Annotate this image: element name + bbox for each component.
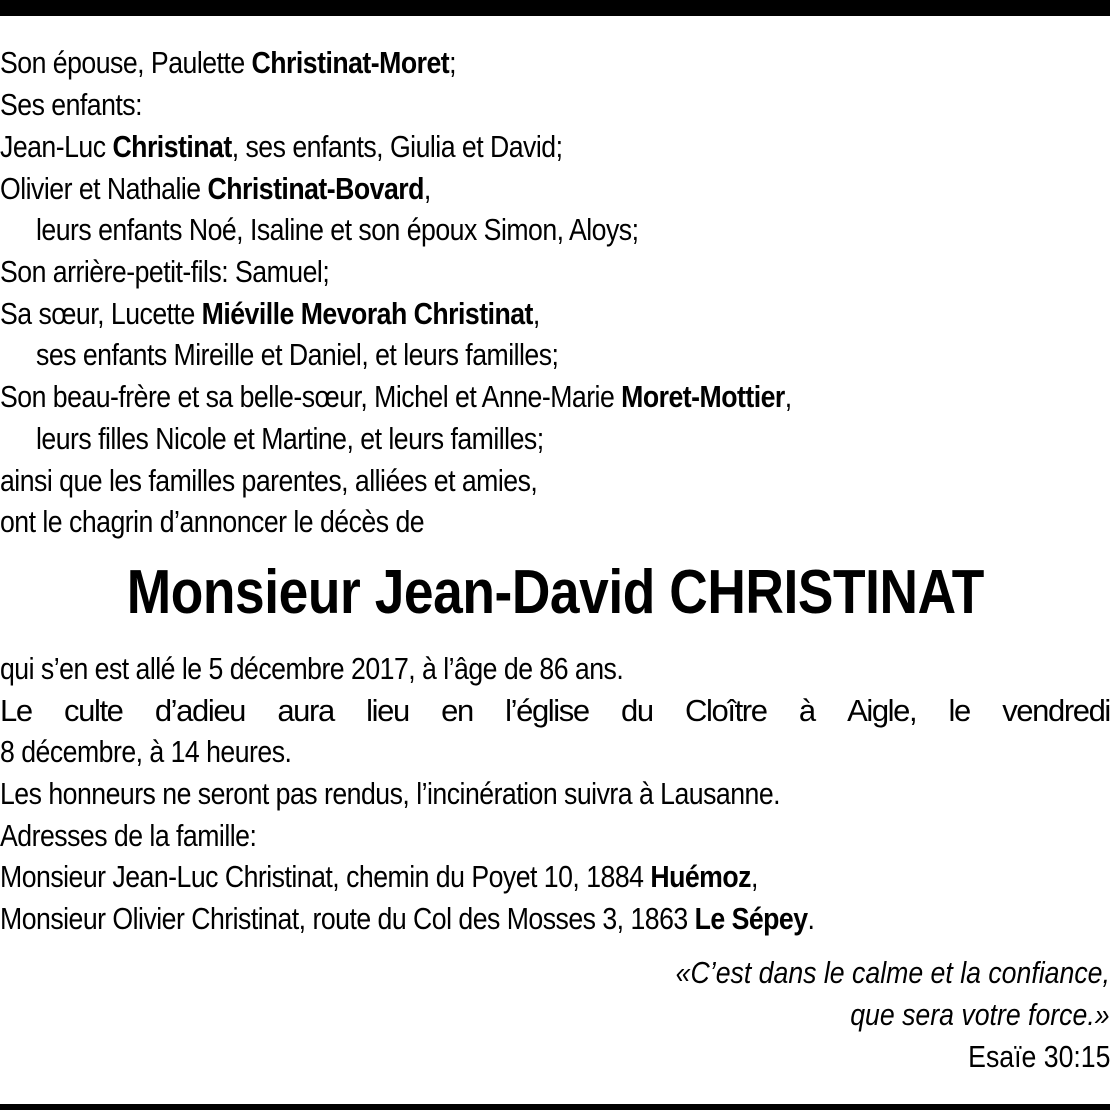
quote-line: «C’est dans le calme et la confiance,	[675, 955, 1110, 990]
quote-reference: Esaïe 30:15	[967, 1039, 1110, 1074]
family-line: ainsi que les familles parentes, alliées et amies,	[0, 463, 538, 498]
bottom-rule	[0, 1104, 1110, 1110]
deceased-name: Monsieur Jean-David CHRISTINAT	[126, 558, 984, 627]
service-word: aura	[277, 693, 334, 728]
family-line: Ses enfants:	[0, 87, 143, 122]
family-line: leurs enfants Noé, Isaline et son époux Simon, Aloys;	[36, 212, 639, 247]
address-line: Monsieur Olivier Christinat, route du Col des Mosses 3, 1863 Le Sépey.	[0, 901, 815, 936]
quote-line: que sera votre force.»	[850, 997, 1110, 1032]
family-line: ses enfants Mireille et Daniel, et leurs familles;	[36, 337, 559, 372]
service-word: à	[798, 693, 815, 728]
details-line: qui s’en est allé le 5 décembre 2017, à l’âge de 86 ans.	[0, 651, 624, 686]
service-word: en	[441, 693, 473, 728]
top-rule	[0, 0, 1110, 16]
service-word: Aigle,	[847, 693, 917, 728]
service-word: l’église	[505, 693, 589, 728]
family-line: Son beau-frère et sa belle-sœur, Michel et Anne-Marie Moret-Mottier,	[0, 379, 792, 414]
details-line: Adresses de la famille:	[0, 818, 257, 853]
service-word: le	[948, 693, 970, 728]
service-word: d’adieu	[154, 693, 246, 728]
service-word: Cloître	[685, 693, 767, 728]
details-line: Les honneurs ne seront pas rendus, l’incinération suivra à Lausanne.	[0, 776, 781, 811]
family-line: Son épouse, Paulette Christinat-Moret;	[0, 45, 457, 80]
family-line: leurs filles Nicole et Martine, et leurs familles;	[36, 421, 544, 456]
service-line	[0, 690, 1110, 732]
details-line: 8 décembre, à 14 heures.	[0, 734, 292, 769]
service-word: du	[621, 693, 653, 728]
family-line: Jean-Luc Christinat, ses enfants, Giulia et David;	[0, 129, 563, 164]
service-word: Le	[0, 693, 32, 728]
service-word: culte	[64, 693, 123, 728]
service-word: vendredi	[1002, 693, 1110, 728]
family-line: Son arrière-petit-fils: Samuel;	[0, 254, 330, 289]
family-line: ont le chagrin d’annoncer le décès de	[0, 504, 425, 539]
service-word: lieu	[366, 693, 409, 728]
address-line: Monsieur Jean-Luc Christinat, chemin du Poyet 10, 1884 Huémoz,	[0, 859, 758, 894]
family-line: Sa sœur, Lucette Miéville Mevorah Christinat,	[0, 296, 540, 331]
family-line: Olivier et Nathalie Christinat-Bovard,	[0, 171, 431, 206]
